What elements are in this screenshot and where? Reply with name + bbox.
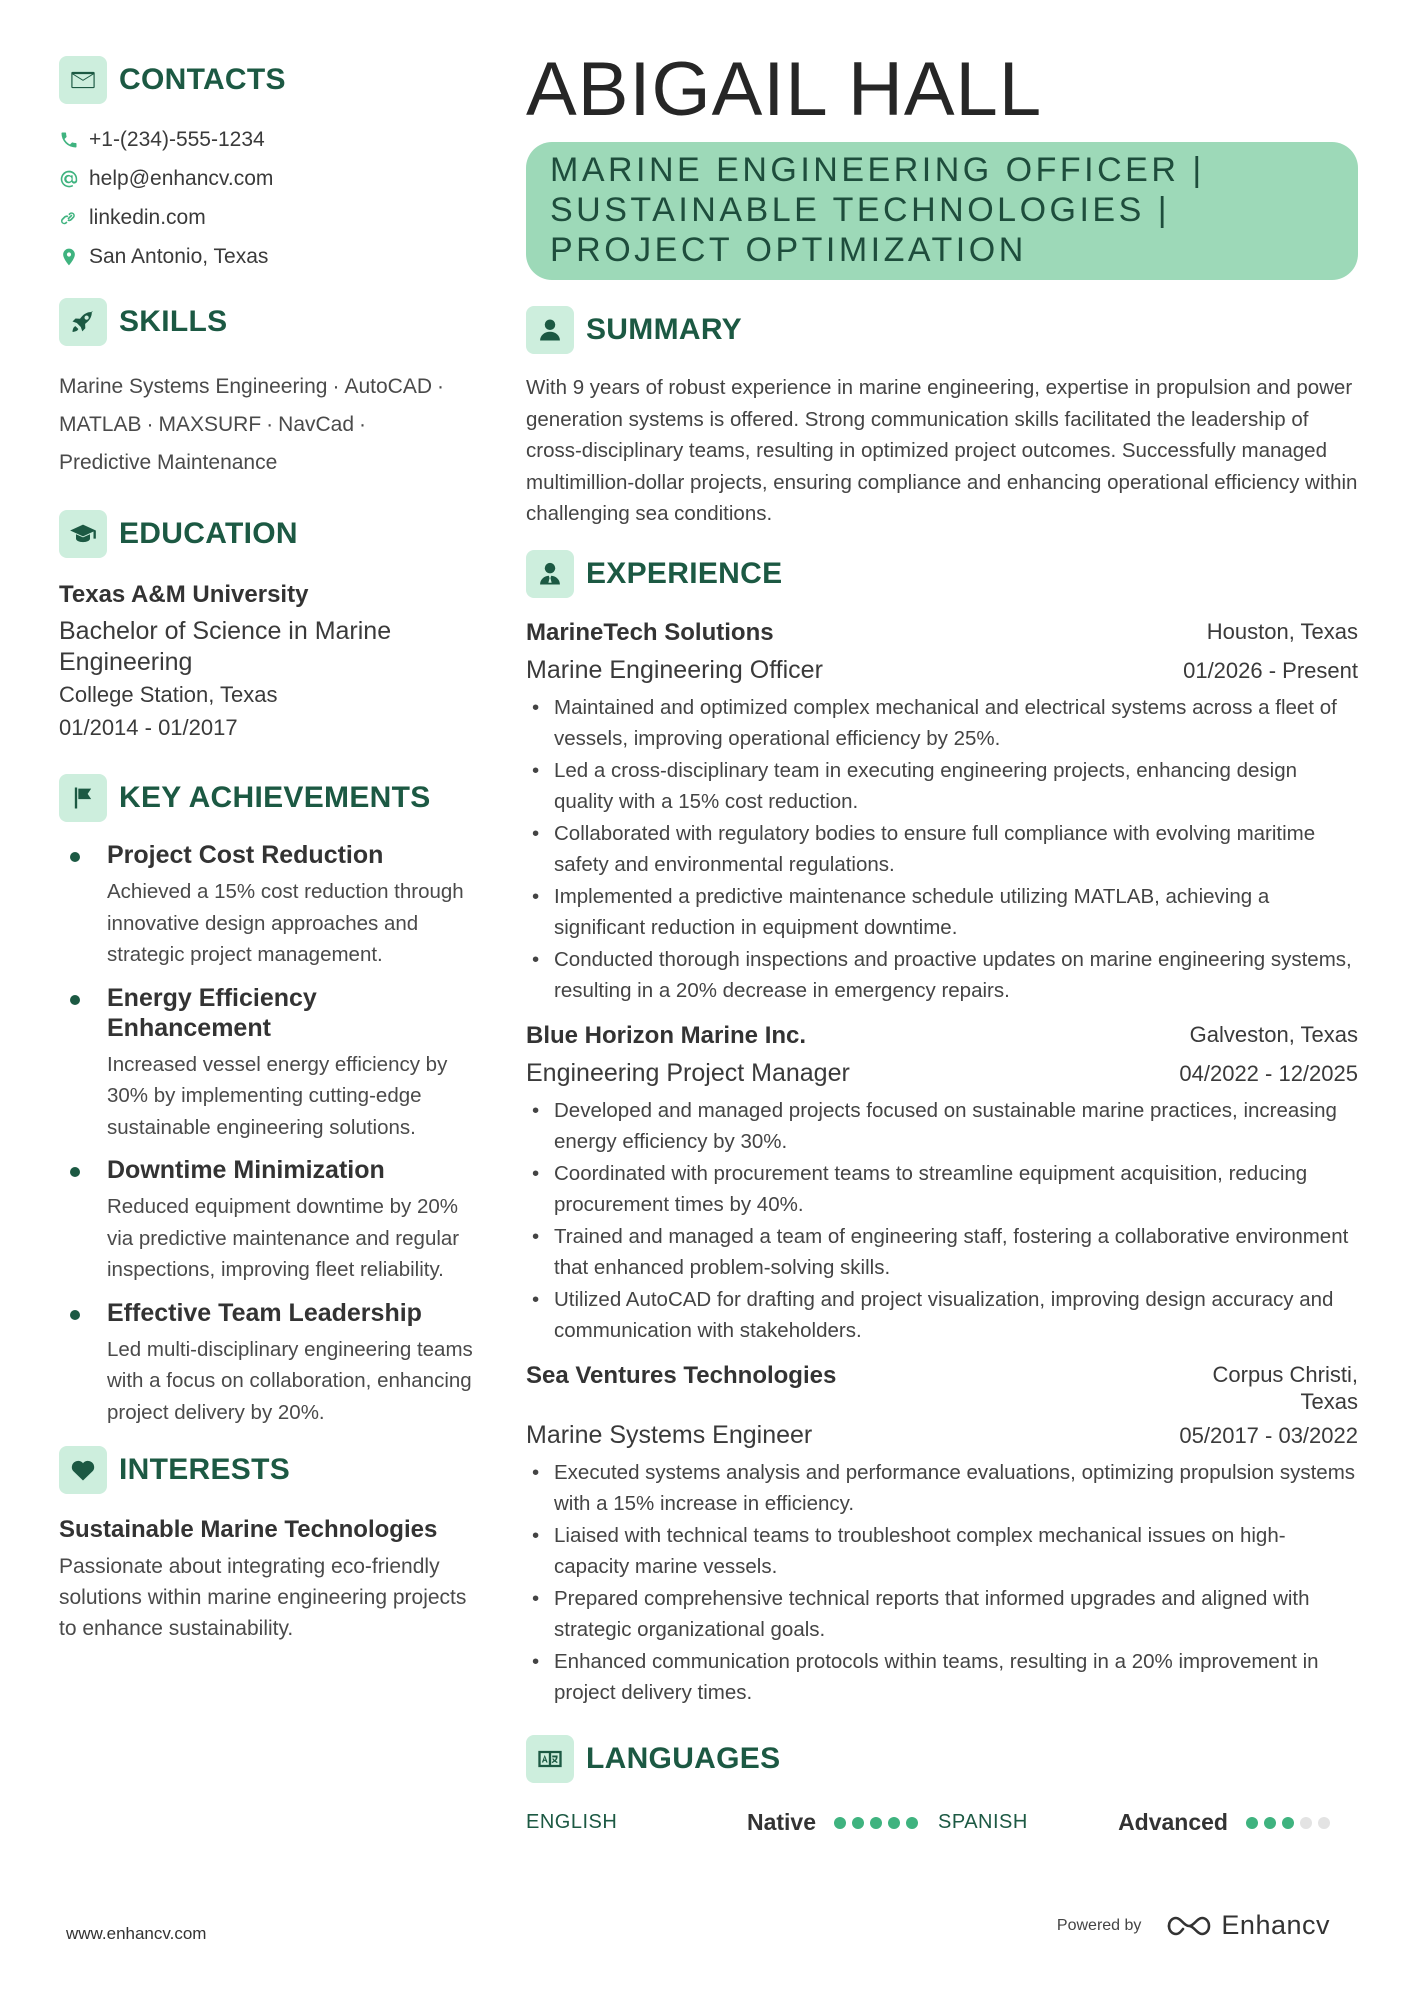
proficiency-dot bbox=[852, 1817, 864, 1829]
proficiency-dot bbox=[1300, 1817, 1312, 1829]
proficiency-dot bbox=[1282, 1817, 1294, 1829]
language-dots bbox=[834, 1817, 924, 1829]
envelope-icon bbox=[59, 56, 107, 104]
contacts-header bbox=[59, 56, 479, 104]
skills-list: Marine Systems Engineering · AutoCAD · MATLAB · MAXSURF · NavCad · Predictive Maintenance bbox=[59, 375, 445, 474]
job-role: Marine Engineering Officer bbox=[526, 655, 823, 684]
job-role: Engineering Project Manager bbox=[526, 1058, 850, 1087]
contact-list bbox=[59, 120, 479, 276]
interest-entry bbox=[59, 1514, 479, 1644]
job-bullet: • Utilized AutoCAD for drafting and project visualization, improving design accuracy and communication with stakeholders. bbox=[526, 1284, 1358, 1347]
achievements-header bbox=[59, 774, 479, 822]
education-title: EDUCATION bbox=[119, 517, 298, 550]
job-entry bbox=[526, 1359, 1358, 1709]
brand-name: Enhancv bbox=[1221, 1910, 1330, 1940]
job-company: MarineTech Solutions bbox=[526, 618, 774, 646]
bullet-dot bbox=[70, 1167, 80, 1177]
language-item bbox=[938, 1809, 1358, 1836]
map-pin-icon bbox=[59, 247, 79, 267]
job-bullet: • Trained and managed a team of engineering staff, fostering a collaborative environment that enhanced problem-solving skills. bbox=[526, 1221, 1358, 1284]
enhancv-logo[interactable] bbox=[1165, 1910, 1330, 1941]
achievement-desc: Achieved a 15% cost reduction through innovative design approaches and strategic project management. bbox=[107, 880, 464, 966]
interests-title: INTERESTS bbox=[119, 1453, 291, 1486]
phone-text: +1-(234)-555-1234 bbox=[89, 127, 265, 151]
edu-school: Texas A&M University bbox=[59, 581, 309, 608]
achievement-desc: Led multi-disciplinary engineering teams with a focus on collaboration, enhancing project delivery by 20%. bbox=[107, 1337, 473, 1424]
achievement-desc: Reduced equipment downtime by 20% via predictive maintenance and regular inspections, improving fleet reliability. bbox=[107, 1195, 460, 1281]
proficiency-dot bbox=[870, 1817, 882, 1829]
job-bullets bbox=[526, 1095, 1358, 1347]
achievement-item bbox=[59, 840, 479, 971]
headline-banner: MARINE ENGINEERING OFFICER | SUSTAINABLE TECHNOLOGIES | PROJECT OPTIMIZATION bbox=[526, 142, 1358, 280]
bullet-dot bbox=[70, 995, 80, 1005]
job-bullet: • Implemented a predictive maintenance schedule utilizing MATLAB, achieving a significant reduction in equipment downtime. bbox=[526, 881, 1358, 944]
heart-icon bbox=[59, 1446, 107, 1494]
left-column bbox=[59, 56, 479, 1644]
powered-by-text: Powered by bbox=[1056, 1916, 1142, 1934]
job-bullet: • Collaborated with regulatory bodies to ensure full compliance with evolving maritime safety and environmental regulations. bbox=[526, 818, 1358, 881]
job-location: Corpus Christi, Texas bbox=[1212, 1361, 1358, 1414]
edu-location: College Station, Texas bbox=[59, 682, 278, 707]
skill-item: MAXSURF bbox=[158, 413, 262, 436]
at-icon bbox=[59, 169, 79, 189]
linkedin-text: linkedin.com bbox=[89, 205, 206, 229]
interest-desc: Passionate about integrating eco-friendly solutions within marine engineering projects to enhance sustainability. bbox=[59, 1555, 467, 1640]
achievement-item bbox=[59, 983, 479, 1144]
education-entry bbox=[59, 578, 479, 744]
proficiency-dot bbox=[1318, 1817, 1330, 1829]
job-company: Blue Horizon Marine Inc. bbox=[526, 1021, 807, 1049]
skill-item: MATLAB bbox=[59, 413, 142, 436]
achievement-title: Project Cost Reduction bbox=[107, 841, 384, 869]
graduation-cap-icon bbox=[59, 510, 107, 558]
contact-location bbox=[59, 237, 479, 276]
link-icon bbox=[59, 208, 79, 228]
job-dates: 01/2026 - Present bbox=[1183, 657, 1358, 683]
achievement-title: Downtime Minimization bbox=[107, 1156, 385, 1184]
job-role: Marine Systems Engineer bbox=[526, 1420, 813, 1449]
job-dates: 04/2022 - 12/2025 bbox=[1179, 1060, 1358, 1086]
footer-branding bbox=[1057, 1910, 1330, 1941]
candidate-name: ABIGAIL HALL bbox=[526, 47, 1043, 132]
edu-degree: Bachelor of Science in Marine Engineering bbox=[59, 617, 392, 676]
language-name: SPANISH bbox=[938, 1811, 1028, 1833]
email-text: help@enhancv.com bbox=[89, 166, 274, 190]
contact-linkedin[interactable] bbox=[59, 198, 479, 237]
summary-text: With 9 years of robust experience in marine engineering, expertise in propulsion and power generation systems is offered. Strong communication skills facilitated the leadership of cross-disciplinary teams, resulting in optimized project outcomes. Successfully managed multimillion-dollar projects, ensuring compliance and enhancing operational efficiency within challenging sea conditions. bbox=[526, 376, 1358, 525]
job-bullet: • Conducted thorough inspections and proactive updates on marine engineering systems, resulting in a 20% decrease in emergency repairs. bbox=[526, 944, 1358, 1007]
achievement-title: Effective Team Leadership bbox=[107, 1298, 422, 1327]
user-icon bbox=[526, 306, 574, 354]
contact-email[interactable] bbox=[59, 159, 479, 198]
language-list bbox=[526, 1805, 1358, 1841]
job-bullet: • Prepared comprehensive technical reports that informed upgrades and aligned with strategic organizational goals. bbox=[526, 1583, 1358, 1646]
proficiency-dot bbox=[834, 1817, 846, 1829]
education-header bbox=[59, 510, 479, 558]
job-entry bbox=[526, 1019, 1358, 1347]
languages-header bbox=[526, 1735, 1358, 1783]
contact-phone[interactable] bbox=[59, 120, 479, 159]
summary-title: SUMMARY bbox=[586, 313, 742, 346]
achievement-item bbox=[59, 1155, 479, 1286]
rocket-icon bbox=[59, 298, 107, 346]
job-location: Galveston, Texas bbox=[1189, 1021, 1358, 1047]
interest-title: Sustainable Marine Technologies bbox=[59, 1516, 438, 1543]
achievement-list bbox=[59, 840, 479, 1428]
contacts-title: CONTACTS bbox=[119, 63, 286, 96]
language-level: Advanced bbox=[1118, 1809, 1228, 1835]
job-bullet: • Liaised with technical teams to troubleshoot complex mechanical issues on high-capacity marine vessels. bbox=[526, 1520, 1358, 1583]
languages-title: LANGUAGES bbox=[586, 1741, 781, 1775]
proficiency-dot bbox=[888, 1817, 900, 1829]
job-entry bbox=[526, 616, 1358, 1007]
phone-icon bbox=[59, 130, 79, 150]
job-bullet: • Maintained and optimized complex mechanical and electrical systems across a fleet of vessels, improving operational efficiency by 25%. bbox=[526, 692, 1358, 755]
job-bullets bbox=[526, 692, 1358, 1007]
job-bullet: • Enhanced communication protocols within teams, resulting in a 20% improvement in project delivery times. bbox=[526, 1646, 1358, 1709]
skills-title: SKILLS bbox=[119, 305, 228, 338]
flag-icon bbox=[59, 774, 107, 822]
job-bullet: • Coordinated with procurement teams to streamline equipment acquisition, reducing procurement times by 40%. bbox=[526, 1158, 1358, 1221]
achievement-title: Energy Efficiency Enhancement bbox=[107, 983, 317, 1042]
right-column bbox=[526, 48, 1358, 1841]
translate-icon bbox=[526, 1735, 574, 1783]
location-text: San Antonio, Texas bbox=[89, 244, 269, 268]
job-company: Sea Ventures Technologies bbox=[526, 1361, 837, 1389]
language-dots bbox=[1246, 1817, 1336, 1829]
experience-title: EXPERIENCE bbox=[586, 556, 783, 590]
proficiency-dot bbox=[1246, 1817, 1258, 1829]
proficiency-dot bbox=[1264, 1817, 1276, 1829]
skill-item: Marine Systems Engineering bbox=[59, 375, 328, 398]
language-name: ENGLISH bbox=[526, 1811, 618, 1833]
skills-header bbox=[59, 298, 479, 346]
edu-dates: 01/2014 - 01/2017 bbox=[59, 715, 238, 740]
achievement-desc: Increased vessel energy efficiency by 30% by implementing cutting-edge sustainable engineering solutions. bbox=[107, 1052, 448, 1139]
briefcase-user-icon bbox=[526, 550, 574, 598]
language-level: Native bbox=[746, 1809, 816, 1835]
skill-item: Predictive Maintenance bbox=[59, 451, 278, 474]
summary-header bbox=[526, 306, 1358, 354]
bullet-dot bbox=[70, 1310, 80, 1320]
skill-item: NavCad bbox=[278, 413, 355, 436]
job-dates: 05/2017 - 03/2022 bbox=[1179, 1422, 1358, 1448]
footer-website[interactable]: www.enhancv.com bbox=[66, 1924, 207, 1943]
achievements-title: KEY ACHIEVEMENTS bbox=[119, 781, 431, 814]
experience-header bbox=[526, 550, 1358, 598]
enhancv-logo-icon bbox=[1165, 1913, 1213, 1939]
job-bullet: • Developed and managed projects focused on sustainable marine practices, increasing energy efficiency by 30%. bbox=[526, 1095, 1358, 1158]
skill-item: AutoCAD bbox=[344, 375, 433, 398]
language-item bbox=[526, 1809, 938, 1836]
job-location: Houston, Texas bbox=[1206, 618, 1358, 644]
job-bullets bbox=[526, 1457, 1358, 1709]
interests-header bbox=[59, 1446, 479, 1494]
proficiency-dot bbox=[906, 1817, 918, 1829]
bullet-dot bbox=[70, 852, 80, 862]
achievement-item bbox=[59, 1298, 479, 1429]
job-bullet: • Led a cross-disciplinary team in executing engineering projects, enhancing design quality with a 15% cost reduction. bbox=[526, 755, 1358, 818]
job-bullet: • Executed systems analysis and performance evaluations, optimizing propulsion systems with a 15% increase in efficiency. bbox=[526, 1457, 1358, 1520]
